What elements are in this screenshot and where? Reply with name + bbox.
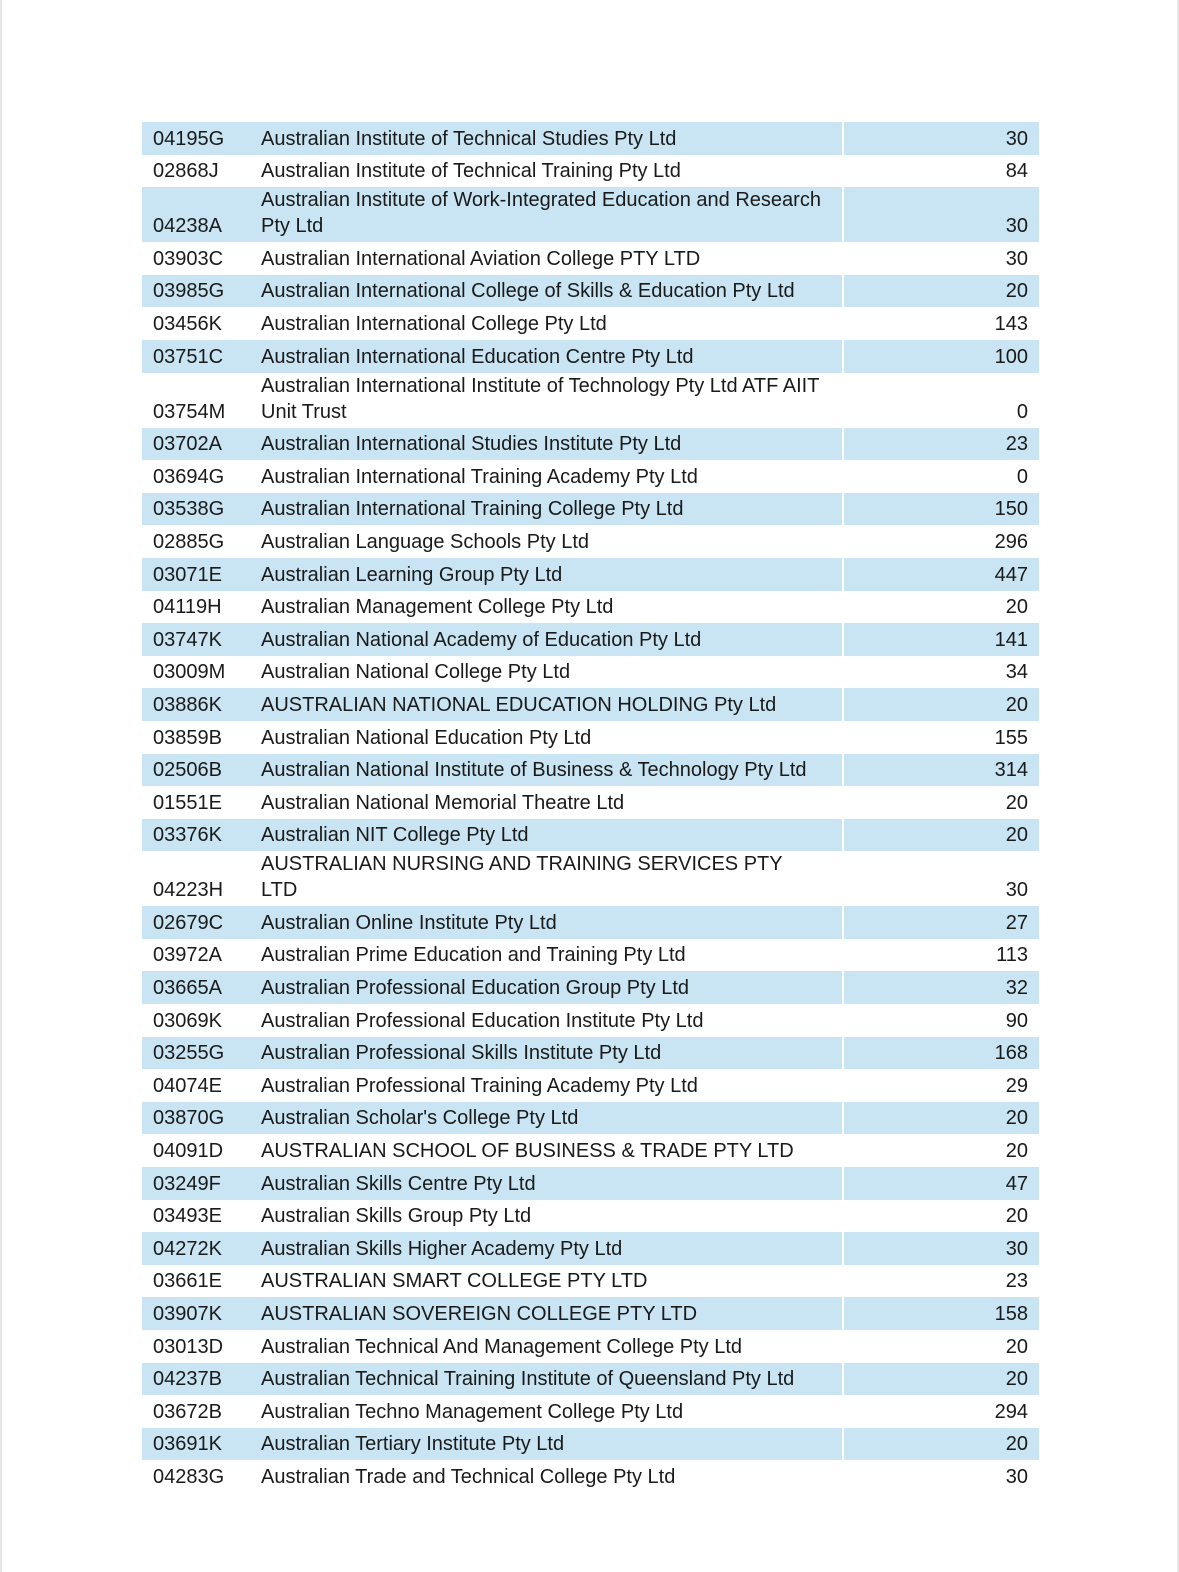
provider-count: 150 xyxy=(843,493,1039,526)
provider-code: 03747K xyxy=(142,623,261,656)
provider-code: 03870G xyxy=(142,1102,261,1135)
provider-name: Australian Professional Education Group Pty Ltd xyxy=(261,971,843,1004)
provider-count: 20 xyxy=(1005,596,1028,619)
provider-count: 30 xyxy=(843,1232,1039,1265)
provider-count: 168 xyxy=(843,1037,1039,1070)
provider-name: Australian Technical And Management College Pty Ltd xyxy=(261,1335,743,1358)
provider-name: AUSTRALIAN NURSING AND TRAINING SERVICES PTY LTD xyxy=(261,853,783,902)
provider-count: 143 xyxy=(994,312,1028,335)
provider-code: 01551E xyxy=(153,791,222,814)
table-row xyxy=(142,688,1039,721)
provider-name: Australian Institute of Technical Studies Pty Ltd xyxy=(261,122,843,155)
provider-name: Australian Professional Education Institute Pty Ltd xyxy=(261,1009,704,1032)
table-row xyxy=(142,558,1039,591)
provider-name: Australian NIT College Pty Ltd xyxy=(261,819,843,852)
table-row xyxy=(142,1167,1039,1200)
provider-code: 03691K xyxy=(142,1428,261,1461)
provider-count: 20 xyxy=(843,1428,1039,1461)
provider-code: 04223H xyxy=(153,879,224,902)
provider-code: 03493E xyxy=(153,1205,222,1228)
provider-code: 02679C xyxy=(142,906,261,939)
provider-count: 30 xyxy=(1005,879,1028,902)
provider-code: 04074E xyxy=(153,1074,222,1097)
provider-count: 0 xyxy=(1016,400,1028,423)
provider-code: 04283G xyxy=(153,1465,225,1488)
provider-name: Australian Language Schools Pty Ltd xyxy=(261,530,589,553)
table-row xyxy=(142,155,1039,188)
provider-count: 32 xyxy=(843,971,1039,1004)
provider-count: 296 xyxy=(994,530,1028,553)
provider-count: 47 xyxy=(843,1167,1039,1200)
provider-name: Australian Skills Centre Pty Ltd xyxy=(261,1167,843,1200)
provider-name: Australian National Education Pty Ltd xyxy=(261,726,592,749)
provider-code: 03702A xyxy=(142,428,261,461)
table-row xyxy=(142,1297,1039,1330)
provider-code: 03903C xyxy=(153,247,224,270)
table-row xyxy=(142,373,1039,428)
provider-count: 20 xyxy=(1005,791,1028,814)
provider-code: 03665A xyxy=(142,971,261,1004)
provider-count: 155 xyxy=(994,726,1028,749)
table-row xyxy=(142,819,1039,852)
provider-code: 02868J xyxy=(153,160,219,183)
provider-code: 03376K xyxy=(142,819,261,852)
provider-count: 20 xyxy=(1005,1205,1028,1228)
provider-name: Australian Techno Management College Pty Ltd xyxy=(261,1400,684,1423)
table-row xyxy=(142,1428,1039,1461)
provider-code: 03754M xyxy=(153,400,226,423)
table-row xyxy=(142,1460,1039,1493)
provider-code: 03071E xyxy=(142,558,261,591)
provider-name: Australian International College of Skills & Education Pty Ltd xyxy=(261,275,843,308)
table-row xyxy=(142,340,1039,373)
table-row xyxy=(142,1134,1039,1167)
table-row xyxy=(142,1037,1039,1070)
table-row xyxy=(142,525,1039,558)
provider-name: Australian Skills Group Pty Ltd xyxy=(261,1205,532,1228)
provider-code: 03907K xyxy=(142,1297,261,1330)
provider-code: 03859B xyxy=(153,726,222,749)
provider-code: 04237B xyxy=(142,1363,261,1396)
provider-name: Australian Management College Pty Ltd xyxy=(261,596,614,619)
table-row xyxy=(142,1232,1039,1265)
provider-code: 03255G xyxy=(142,1037,261,1070)
table-row xyxy=(142,721,1039,754)
table-row xyxy=(142,1363,1039,1396)
provider-name: Australian International Training College Pty Ltd xyxy=(261,493,843,526)
provider-code: 03249F xyxy=(142,1167,261,1200)
provider-name: Australian Prime Education and Training Pty Ltd xyxy=(261,944,686,967)
provider-count: 30 xyxy=(1005,247,1028,270)
provider-name: Australian National Academy of Education Pty Ltd xyxy=(261,623,843,656)
provider-name: Australian International Training Academy Pty Ltd xyxy=(261,465,698,488)
provider-count: 30 xyxy=(1005,1465,1028,1488)
provider-name: Australian International Aviation College PTY LTD xyxy=(261,247,701,270)
provider-count: 20 xyxy=(843,1102,1039,1135)
provider-count: 0 xyxy=(1016,465,1028,488)
provider-count: 20 xyxy=(843,275,1039,308)
provider-count: 20 xyxy=(843,688,1039,721)
provider-name: Australian International College Pty Ltd xyxy=(261,312,607,335)
provider-count: 34 xyxy=(1005,661,1028,684)
table-row xyxy=(142,1200,1039,1233)
provider-code: 02506B xyxy=(142,754,261,787)
table-row xyxy=(142,1102,1039,1135)
table-row xyxy=(142,754,1039,787)
table-row xyxy=(142,493,1039,526)
provider-name: Australian National College Pty Ltd xyxy=(261,661,571,684)
table-row xyxy=(142,623,1039,656)
provider-count: 27 xyxy=(843,906,1039,939)
provider-count: 23 xyxy=(843,428,1039,461)
provider-code: 03672B xyxy=(153,1400,222,1423)
provider-code: 03538G xyxy=(142,493,261,526)
provider-name: AUSTRALIAN SMART COLLEGE PTY LTD xyxy=(261,1270,648,1293)
provider-code: 04091D xyxy=(153,1140,224,1163)
provider-name: Australian Trade and Technical College Pty Ltd xyxy=(261,1465,676,1488)
table-row xyxy=(142,460,1039,493)
provider-count: 141 xyxy=(843,623,1039,656)
provider-count: 20 xyxy=(1005,1335,1028,1358)
table-row xyxy=(142,851,1039,906)
provider-count: 294 xyxy=(994,1400,1028,1423)
provider-name: Australian Skills Higher Academy Pty Ltd xyxy=(261,1232,843,1265)
provider-code: 03886K xyxy=(142,688,261,721)
provider-code: 03985G xyxy=(142,275,261,308)
provider-code: 03661E xyxy=(153,1270,222,1293)
table-row xyxy=(142,591,1039,624)
provider-name: Australian Online Institute Pty Ltd xyxy=(261,906,843,939)
provider-name: AUSTRALIAN NATIONAL EDUCATION HOLDING Pty Ltd xyxy=(261,688,843,721)
table-row xyxy=(142,275,1039,308)
provider-code: 03013D xyxy=(153,1335,224,1358)
provider-name: Australian National Institute of Business & Technology Pty Ltd xyxy=(261,754,843,787)
provider-name: Australian Technical Training Institute of Queensland Pty Ltd xyxy=(261,1363,843,1396)
provider-count: 158 xyxy=(843,1297,1039,1330)
provider-name: Australian Scholar's College Pty Ltd xyxy=(261,1102,843,1135)
provider-code: 03972A xyxy=(153,944,222,967)
provider-name: Australian Learning Group Pty Ltd xyxy=(261,558,843,591)
table-row xyxy=(142,1069,1039,1102)
table-row xyxy=(142,1330,1039,1363)
provider-count: 314 xyxy=(843,754,1039,787)
provider-count: 20 xyxy=(843,819,1039,852)
provider-count: 30 xyxy=(843,187,1039,242)
table-row xyxy=(142,906,1039,939)
table-row xyxy=(142,1004,1039,1037)
provider-name: Australian Institute of Work-Integrated Education and Research Pty Ltd xyxy=(261,187,843,242)
table-row xyxy=(142,187,1039,242)
table-row xyxy=(142,428,1039,461)
provider-count: 23 xyxy=(1005,1270,1028,1293)
provider-count: 30 xyxy=(843,122,1039,155)
provider-code: 02885G xyxy=(153,530,225,553)
table-row xyxy=(142,939,1039,972)
provider-name: AUSTRALIAN SOVEREIGN COLLEGE PTY LTD xyxy=(261,1297,843,1330)
provider-count: 447 xyxy=(843,558,1039,591)
table-row xyxy=(142,971,1039,1004)
provider-name: Australian Tertiary Institute Pty Ltd xyxy=(261,1428,843,1461)
provider-table xyxy=(142,122,1039,1493)
provider-count: 84 xyxy=(1005,160,1028,183)
provider-code: 03694G xyxy=(153,465,225,488)
provider-count: 113 xyxy=(996,944,1028,967)
provider-count: 20 xyxy=(843,1363,1039,1396)
table-row xyxy=(142,122,1039,155)
provider-count: 100 xyxy=(843,340,1039,373)
provider-count: 90 xyxy=(1005,1009,1028,1032)
provider-name: Australian International Institute of Technology Pty Ltd ATF AIIT Unit Trust xyxy=(261,374,820,423)
provider-code: 04272K xyxy=(142,1232,261,1265)
provider-name: Australian Institute of Technical Training Pty Ltd xyxy=(261,160,681,183)
provider-code: 03069K xyxy=(153,1009,222,1032)
provider-name: Australian International Education Centre Pty Ltd xyxy=(261,340,843,373)
table-row xyxy=(142,1395,1039,1428)
provider-count: 20 xyxy=(1005,1140,1028,1163)
provider-code: 03751C xyxy=(142,340,261,373)
provider-count: 29 xyxy=(1005,1074,1028,1097)
provider-code: 03009M xyxy=(153,661,226,684)
table-row xyxy=(142,307,1039,340)
provider-code: 04238A xyxy=(142,187,261,242)
provider-code: 03456K xyxy=(153,312,222,335)
table-row xyxy=(142,786,1039,819)
provider-name: Australian National Memorial Theatre Ltd xyxy=(261,791,625,814)
provider-code: 04119H xyxy=(153,596,222,619)
provider-name: Australian Professional Training Academy Pty Ltd xyxy=(261,1074,698,1097)
table-row xyxy=(142,242,1039,275)
provider-name: AUSTRALIAN SCHOOL OF BUSINESS & TRADE PTY LTD xyxy=(261,1140,794,1163)
provider-code: 04195G xyxy=(142,122,261,155)
table-row xyxy=(142,1265,1039,1298)
provider-name: Australian Professional Skills Institute Pty Ltd xyxy=(261,1037,843,1070)
provider-name: Australian International Studies Institute Pty Ltd xyxy=(261,428,843,461)
table-row xyxy=(142,656,1039,689)
